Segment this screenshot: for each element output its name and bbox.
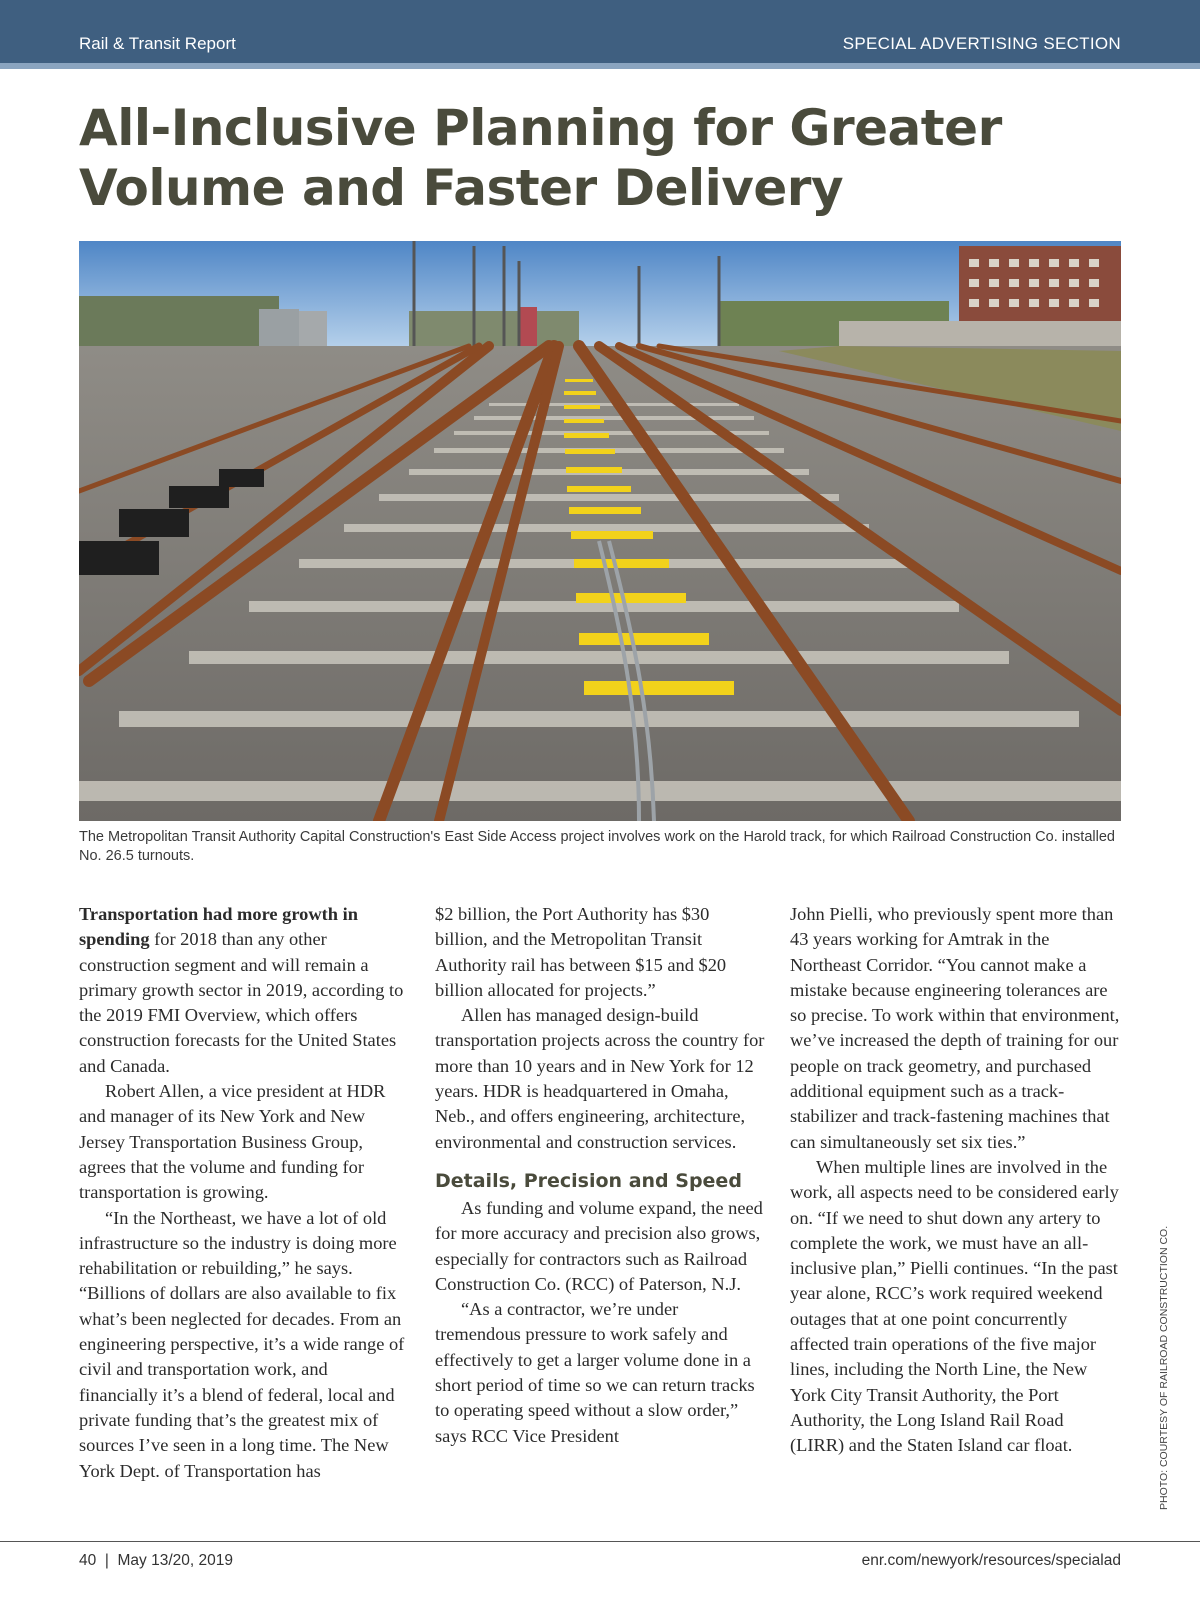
intro-text: for 2018 than any other construction segment and will remain a primary growth sector in 2019, according to the 2019 FMI Overview, which offers construction forecasts for the United States and Canada. [79,929,404,1076]
page-number-date: 40 | May 13/20, 2019 [79,1552,233,1569]
column-3 [790,902,1120,1459]
column-2 [435,902,765,1449]
footer-url[interactable]: enr.com/newyork/resources/specialad [861,1552,1121,1569]
footer-divider [0,1541,1200,1542]
paragraph: “In the Northeast, we have a lot of old infrastructure so the industry is doing more rehabilitation or rebuilding,” he says. “Billions of dollars are also available to fix what’s been neglected for decades. From an engineering perspective, it’s a wide range of civil and transportation work, and financially it’s a blend of federal, local and private funding that’s the greatest mix of sources I’ve seen in a long time. The New York Dept. of Transportation has [79,1207,405,1481]
section-subhead: Details, Precision and Speed [435,1169,742,1192]
intro-paragraph [79,902,409,1079]
paragraph: Allen has managed design-build transportation projects across the country for more than 10 years and in New York for 12 years. HDR is headquartered in Omaha, Neb., and offers engineering, architecture, environmental and construction services. [435,1005,765,1152]
column-1 [79,902,409,1484]
section-name: Rail & Transit Report [79,34,236,53]
paragraph: Robert Allen, a vice president at HDR and manager of its New York and New Jersey Transportation Business Group, agrees that the volume and funding for transportation is growing. [79,1081,386,1203]
advertising-label: SPECIAL ADVERTISING SECTION [842,34,1121,53]
article-title: All-Inclusive Planning for Greater Volume and Faster Delivery [79,99,1002,217]
rail-track-photo [79,241,1121,821]
paragraph: $2 billion, the Port Authority has $30 billion, and the Metropolitan Transit Authority rail has between $15 and $20 billion allocated for projects.” [435,904,727,1000]
paragraph: John Pielli, who previously spent more than 43 years working for Amtrak in the Northeast Corridor. “You cannot make a mistake because engineering tolerances are so precise. To work within that environment, we’ve increased the depth of training for our people on track geometry, and purchased additional equipment such as a track-stabilizer and track-fastening machines that can simultaneously set six ties.” [790,904,1120,1152]
header-bar [0,0,1200,69]
paragraph: “As a contractor, we’re under tremendous pressure to work safely and effectively to get a larger volume done in a short period of time so we can return tracks to operating speed without a slow order,” says RCC Vice President [435,1299,755,1446]
lead-in: Transportation had more growth in spending [79,904,358,950]
paragraph: When multiple lines are involved in the work, all aspects need to be considered early on. “If we need to shut down any artery to complete the work, we must have an all-inclusive plan,” Pielli continues. “In the past year alone, RCC’s work required weekend outages that at one point concurrently affected train operations of the five major lines, including the North Line, the New York City Transit Authority, the Port Authority, the Long Island Rail Road (LIRR) and the Staten Island car float. [790,1156,1119,1456]
photo-credit: PHOTO: COURTESY OF RAILROAD CONSTRUCTION CO. [1158,1225,1170,1510]
paragraph: As funding and volume expand, the need for more accuracy and precision also grows, especially for contractors such as Railroad Construction Co. (RCC) of Paterson, N.J. [435,1197,763,1294]
photo-caption: The Metropolitan Transit Authority Capital Construction's East Side Access project involves work on the Harold track, for which Railroad Construction Co. installed No. 26.5 turnouts. [79,829,1115,864]
